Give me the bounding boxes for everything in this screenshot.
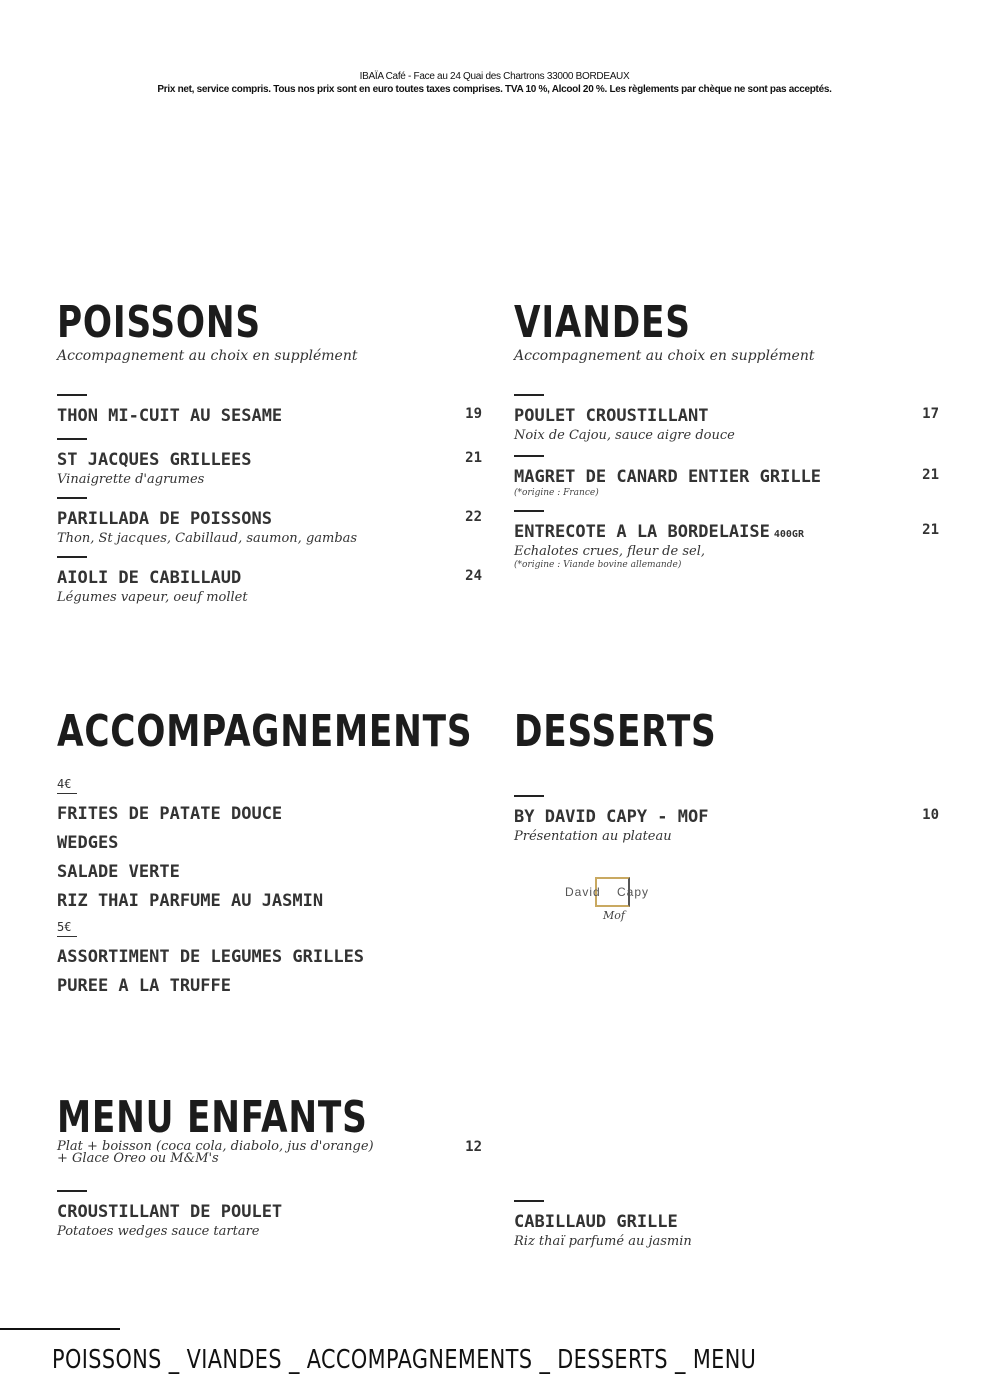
- section-title-desserts: DESSERTS: [514, 706, 717, 757]
- item-name: POULET CROUSTILLANT: [514, 406, 709, 426]
- david-capy-logo: [565, 875, 655, 935]
- item-divider: [57, 394, 87, 396]
- item-price: 21: [922, 467, 939, 483]
- section-accompagnements: [57, 707, 487, 1001]
- item-name: PARILLADA DE POISSONS: [57, 509, 272, 529]
- item-price: 24: [465, 568, 482, 584]
- group-price: 4€: [57, 777, 72, 791]
- section-title-menu-enfants: MENU ENFANTS: [57, 1092, 368, 1143]
- menu-item: [57, 438, 482, 487]
- item-name: CABILLAUD GRILLE: [514, 1212, 678, 1232]
- item-description: Vinaigrette d'agrumes: [57, 472, 205, 487]
- side-item: SALADE VERTE: [57, 862, 180, 882]
- item-price: 21: [922, 522, 939, 538]
- item-name: [514, 522, 939, 542]
- menu-item: [514, 795, 939, 844]
- kids-menu-price: 12: [465, 1139, 482, 1155]
- item-divider: [514, 1200, 544, 1202]
- section-menu-enfants-col2: [514, 1200, 939, 1249]
- section-menu-enfants: [57, 1093, 482, 1239]
- group-price: 5€: [57, 920, 72, 934]
- item-description: Légumes vapeur, oeuf mollet: [57, 590, 248, 605]
- footer-nav: POISSONS _ VIANDES _ ACCOMPAGNEMENTS _ DESSERTS _ MENU: [52, 1345, 757, 1375]
- menu-item: [57, 556, 482, 605]
- item-description: Riz thaï parfumé au jasmin: [514, 1234, 692, 1249]
- logo-signature: Mof: [603, 909, 625, 922]
- section-desserts: [514, 707, 939, 844]
- item-description: Noix de Cajou, sauce aigre douce: [514, 428, 735, 443]
- item-price: 21: [465, 450, 482, 466]
- item-description: Echalotes crues, fleur de sel,: [514, 544, 705, 559]
- side-item: WEDGES: [57, 833, 119, 853]
- item-name: CROUSTILLANT DE POULET: [57, 1202, 283, 1222]
- side-item: PUREE A LA TRUFFE: [57, 976, 231, 996]
- item-divider: [514, 510, 544, 512]
- section-title-accompagnements: ACCOMPAGNEMENTS: [57, 706, 473, 757]
- item-weight: 400GR: [773, 529, 804, 540]
- menu-item: [514, 394, 939, 443]
- page-header: [0, 70, 989, 96]
- group-price-underline: [57, 936, 77, 937]
- section-subtitle-viandes: Accompagnement au choix en supplément: [514, 348, 815, 364]
- section-viandes: [514, 298, 939, 570]
- item-divider: [57, 1190, 87, 1192]
- item-description: Présentation au plateau: [514, 829, 672, 844]
- side-item: RIZ THAI PARFUME AU JASMIN: [57, 891, 324, 911]
- menu-item: [514, 510, 939, 570]
- kids-menu-desc-line2: + Glace Oreo ou M&M's: [57, 1151, 219, 1166]
- header-pricing-note: Prix net, service compris. Tous nos prix sont en euro toutes taxes comprises. TVA 10 %, Alcool 20 %. Les règlements par chèque ne sont pas acceptés.: [157, 84, 832, 95]
- item-divider: [514, 795, 544, 797]
- logo-text-right: Capy: [617, 885, 650, 899]
- item-origin: (*origine : Viande bovine allemande): [514, 560, 682, 570]
- item-name-text: ENTRECOTE A LA BORDELAISE: [514, 522, 770, 542]
- item-divider: [514, 394, 544, 396]
- item-price: 10: [922, 807, 939, 823]
- item-divider: [514, 455, 544, 457]
- item-name: THON MI-CUIT AU SESAME: [57, 406, 283, 426]
- section-subtitle-poissons: Accompagnement au choix en supplément: [57, 348, 358, 364]
- side-item: ASSORTIMENT DE LEGUMES GRILLES: [57, 947, 365, 967]
- item-name: ST JACQUES GRILLEES: [57, 450, 252, 470]
- item-price: 19: [465, 406, 482, 422]
- item-description: Potatoes wedges sauce tartare: [57, 1224, 260, 1239]
- section-title-viandes: VIANDES: [514, 297, 691, 348]
- menu-item: [514, 455, 939, 498]
- menu-item: [57, 1190, 482, 1239]
- item-divider: [57, 497, 87, 499]
- item-divider: [57, 438, 87, 440]
- menu-item: [57, 394, 482, 426]
- group-price-underline: [57, 793, 77, 794]
- kids-menu-desc-line1: Plat + boisson (coca cola, diabolo, jus d'orange): [57, 1139, 374, 1154]
- item-origin: (*origine : France): [514, 488, 599, 498]
- item-divider: [57, 556, 87, 558]
- menu-item: [514, 1200, 939, 1249]
- item-description: Thon, St jacques, Cabillaud, saumon, gambas: [57, 531, 358, 546]
- item-name: BY DAVID CAPY - MOF: [514, 807, 709, 827]
- item-price: 17: [922, 406, 939, 422]
- footer-divider: [0, 1328, 120, 1330]
- item-name: MAGRET DE CANARD ENTIER GRILLE: [514, 467, 822, 487]
- menu-item: [57, 497, 482, 546]
- logo-text-left: David: [565, 885, 601, 899]
- kids-menu-description: [57, 1139, 482, 1166]
- section-title-poissons: POISSONS: [57, 297, 261, 348]
- item-name: AIOLI DE CABILLAUD: [57, 568, 242, 588]
- side-item: FRITES DE PATATE DOUCE: [57, 804, 283, 824]
- header-address: IBAÏA Café - Face au 24 Quai des Chartrons 33000 BORDEAUX: [359, 71, 630, 82]
- item-price: 22: [465, 509, 482, 525]
- section-poissons: [57, 298, 482, 605]
